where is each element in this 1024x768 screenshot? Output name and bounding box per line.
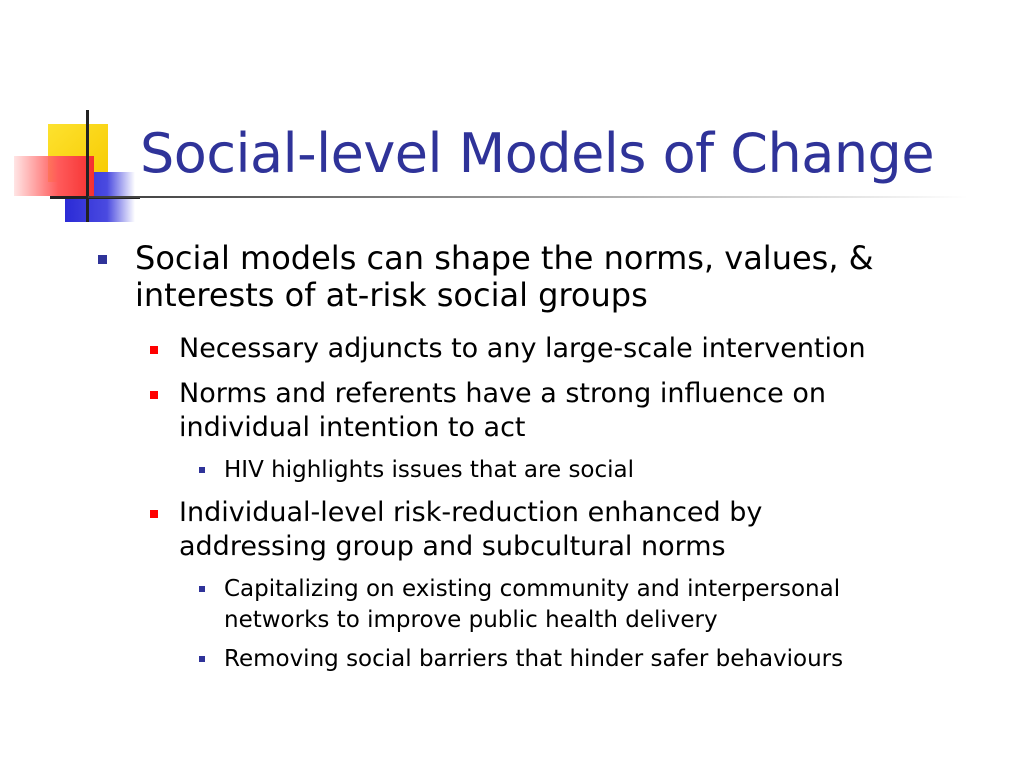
bullet-text: HIV highlights issues that are social	[224, 457, 635, 483]
bullet-text: Individual-level risk-reduction enhanced by addressing group and subcultural norms	[179, 497, 763, 562]
slide-title: Social-level Models of Change	[140, 122, 935, 185]
bullet-item	[179, 377, 939, 445]
bullet-item	[179, 332, 979, 366]
bullet-text: Capitalizing on existing community and interpersonal networks to improve public health delivery	[224, 576, 841, 633]
square-bullet-icon	[199, 656, 205, 662]
square-bullet-icon	[199, 467, 205, 473]
square-bullet-icon	[150, 510, 158, 518]
bullet-text: Removing social barriers that hinder safer behaviours	[224, 646, 844, 672]
bullet-item	[224, 644, 984, 675]
bullet-text: Necessary adjuncts to any large-scale intervention	[179, 333, 866, 364]
bullet-text: Norms and referents have a strong influence on individual intention to act	[179, 378, 826, 443]
bullet-item	[135, 240, 995, 314]
square-bullet-icon	[150, 346, 158, 354]
square-bullet-icon	[199, 586, 205, 592]
bullet-item	[224, 574, 924, 636]
square-bullet-icon	[150, 391, 158, 399]
square-bullet-icon	[98, 255, 107, 264]
bullet-item	[179, 496, 869, 564]
bullet-item	[224, 455, 964, 486]
bullet-text: Social models can shape the norms, values, & interests of at-risk social groups	[135, 239, 874, 314]
